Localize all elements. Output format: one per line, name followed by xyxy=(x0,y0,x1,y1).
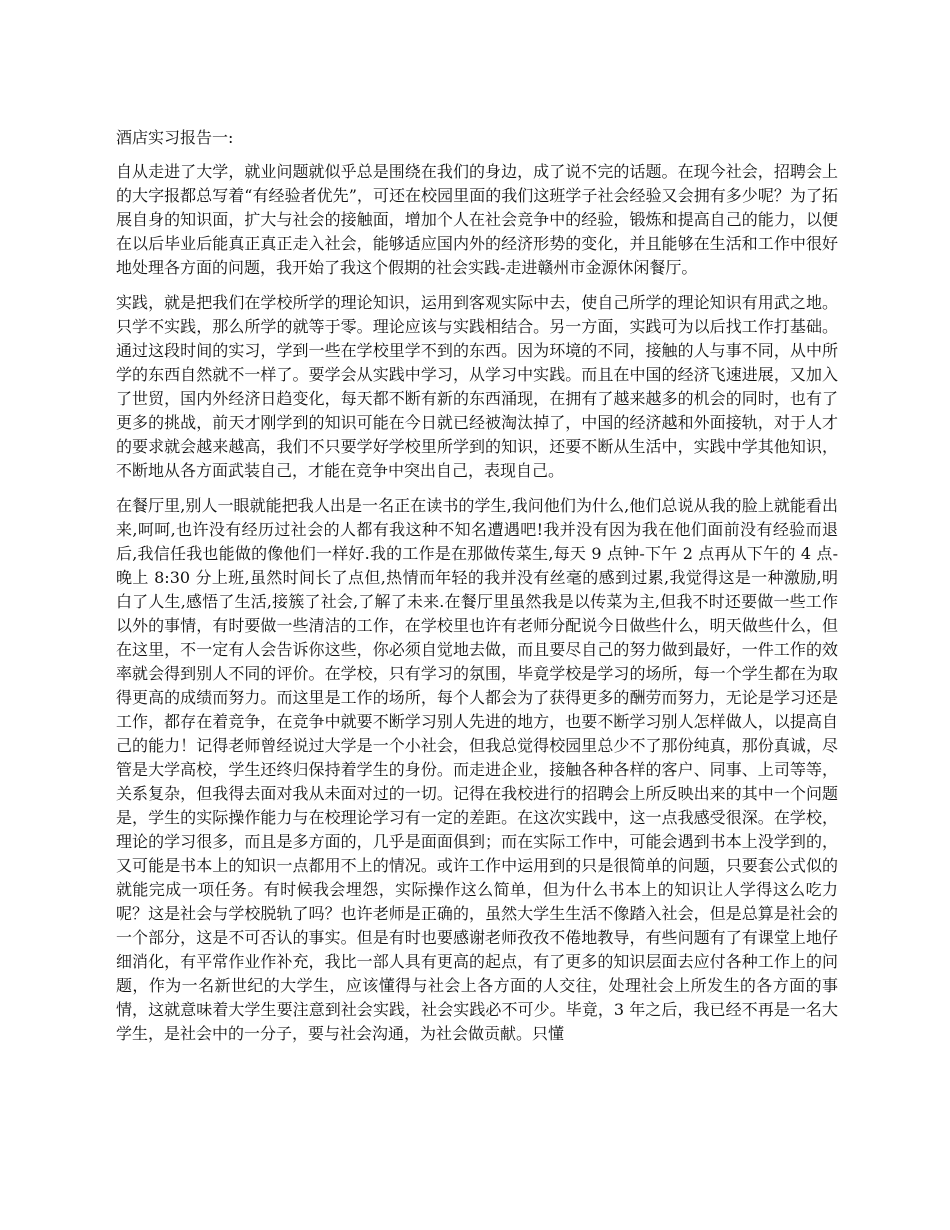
paragraph-intro: 自从走进了大学，就业问题就似乎总是围绕在我们的身边，成了说不完的话题。在现今社会，招聘会上的大字报都总写着“有经验者优先”，可还在校园里面的我们这班学子社会经验又会拥有多少呢？为了拓展自身的知识面，扩大与社会的接触面，增加个人在社会竞争中的经验，锻炼和提高自己的能力，以便在以后毕业后能真正真正走入社会，能够适应国内外的经济形势的变化，并且能够在生活和工作中很好地处理各方面的问题，我开始了我这个假期的社会实践-走进赣州市金源休闲餐厅。 xyxy=(116,162,838,277)
paragraph-practice: 实践，就是把我们在学校所学的理论知识，运用到客观实际中去，使自己所学的理论知识有用武之地。只学不实践，那么所学的就等于零。理论应该与实践相结合。另一方面，实践可为以后找工作打基础。通过这段时间的实习，学到一些在学校里学不到的东西。因为环境的不同，接触的人与事不同，从中所学的东西自然就不一样了。要学会从实践中学习，从学习中实践。而且在中国的经济飞速进展，又加入了世贸，国内外经济日趋变化，每天都不断有新的东西涌现，在拥有了越来越多的机会的同时，也有了更多的挑战，前天才刚学到的知识可能在今日就已经被淘汰掉了，中国的经济越和外面接轨，对于人才的要求就会越来越高，我们不只要学好学校里所学到的知识，还要不断从生活中，实践中学其他知识，不断地从各方面武装自己，才能在竞争中突出自己，表现自己。 xyxy=(116,293,838,480)
document-page xyxy=(116,126,838,1057)
paragraph-restaurant: 在餐厅里,别人一眼就能把我人出是一名正在读书的学生,我问他们为什么,他们总说从我的脸上就能看出来,呵呵,也许没有经历过社会的人都有我这种不知名遭遇吧!我并没有因为我在他们面前没有经验而退后,我信任我也能做的像他们一样好.我的工作是在那做传菜生,每天 9 点钟-下午 2 点再从下午的 4 点-晚上 8:30 分上班,虽然时间长了点但,热情而年轻的我并没有丝毫的感到过累,我觉得这是一种激励,明白了人生,感悟了生活,接簇了社会,了解了未来.在餐厅里虽然我是以传菜为主,但我不时还要做一些工作以外的事情，有时要做一些清洁的工作，在学校里也许有老师分配说今日做些什么，明天做些什么，但在这里，不一定有人会告诉你这些，你必须自觉地去做，而且要尽自己的努力做到最好，一件工作的效率就会得到别人不同的评价。在学校，只有学习的氛围，毕竟学校是学习的场所，每一个学生都在为取得更高的成绩而努力。而这里是工作的场所，每个人都会为了获得更多的酬劳而努力，无论是学习还是工作，都存在着竞争，在竞争中就要不断学习别人先进的地方，也要不断学习别人怎样做人，以提高自己的能力！记得老师曾经说过大学是一个小社会，但我总觉得校园里总少不了那份纯真，那份真诚，尽管是大学高校，学生还终归保持着学生的身份。而走进企业，接触各种各样的客户、同事、上司等等，关系复杂，但我得去面对我从未面对过的一切。记得在我校进行的招聘会上所反映出来的其中一个问题是，学生的实际操作能力与在校理论学习有一定的差距。在这次实践中，这一点我感受很深。在学校，理论的学习很多，而且是多方面的，几乎是面面俱到；而在实际工作中，可能会遇到书本上没学到的，又可能是书本上的知识一点都用不上的情况。或许工作中运用到的只是很简单的问题，只要套公式似的就能完成一项任务。有时候我会埋怨，实际操作这么简单，但为什么书本上的知识让人学得这么吃力呢？这是社会与学校脱轨了吗？也许老师是正确的，虽然大学生生活不像踏入社会，但是总算是社会的一个部分，这是不可否认的事实。但是有时也要感谢老师孜孜不倦地教导，有些问题有了有课堂上地仔细消化，有平常作业作补充，我比一部人具有更高的起点，有了更多的知识层面去应付各种工作上的问题，作为一名新世纪的大学生，应该懂得与社会上各方面的人交往，处理社会上所发生的各方面的事情，这就意味着大学生要注意到社会实践，社会实践必不可少。毕竟，3 年之后，我已经不再是一名大学生，是社会中的一分子，要与社会沟通，为社会做贡献。只懂 xyxy=(116,496,838,1043)
document-title: 酒店实习报告一: xyxy=(116,128,234,147)
